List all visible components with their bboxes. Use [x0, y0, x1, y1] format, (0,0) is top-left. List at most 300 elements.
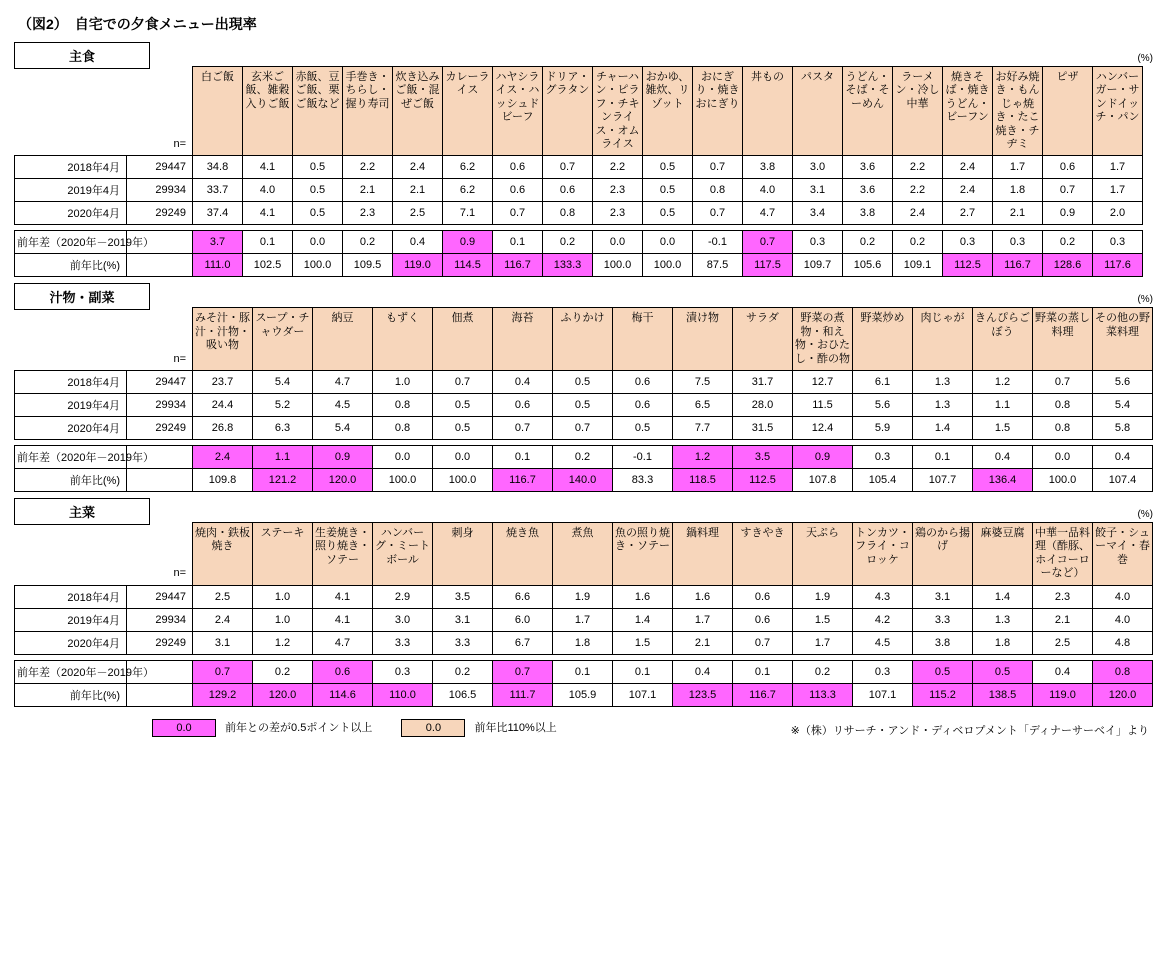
column-header: 麻婆豆腐 — [973, 523, 1033, 586]
data-cell: -0.1 — [613, 446, 673, 469]
data-cell: 0.7 — [1043, 179, 1093, 202]
data-cell: 5.6 — [853, 394, 913, 417]
row-n: 29249 — [127, 202, 193, 225]
column-header: 刺身 — [433, 523, 493, 586]
data-cell: 5.4 — [1093, 394, 1153, 417]
data-cell: 120.0 — [313, 469, 373, 492]
data-cell: 2.5 — [193, 585, 253, 608]
data-cell: 0.2 — [1043, 231, 1093, 254]
column-header: おかゆ、雑炊、リゾット — [643, 67, 693, 156]
column-header: うどん・そば・そーめん — [843, 67, 893, 156]
data-cell: 0.3 — [853, 446, 913, 469]
data-cell: 5.6 — [1093, 371, 1153, 394]
data-cell: 0.7 — [733, 631, 793, 654]
column-header: ハヤシライス・ハッシュドビーフ — [493, 67, 543, 156]
data-cell: 0.6 — [493, 156, 543, 179]
data-cell: 1.9 — [553, 585, 613, 608]
data-cell: 1.2 — [253, 631, 313, 654]
row-n: 29934 — [127, 608, 193, 631]
data-cell: 0.6 — [313, 660, 373, 683]
data-cell: 2.1 — [343, 179, 393, 202]
table-row — [15, 469, 1153, 492]
data-cell: 3.3 — [373, 631, 433, 654]
data-cell: 0.5 — [553, 394, 613, 417]
data-cell: 114.6 — [313, 683, 373, 706]
data-cell: 1.8 — [553, 631, 613, 654]
column-header: ラーメン・冷し中華 — [893, 67, 943, 156]
column-header: ハンバーグ・ミートボール — [373, 523, 433, 586]
data-cell: 116.7 — [493, 254, 543, 277]
data-cell: 113.3 — [793, 683, 853, 706]
data-cell: 4.5 — [853, 631, 913, 654]
data-cell: 1.0 — [253, 585, 313, 608]
data-cell: 1.4 — [613, 608, 673, 631]
row-label: 前年差（2020年－2019年） — [15, 446, 127, 469]
data-cell: 11.5 — [793, 394, 853, 417]
data-cell: 111.0 — [193, 254, 243, 277]
data-cell: 100.0 — [643, 254, 693, 277]
row-label: 前年比(%) — [15, 683, 127, 706]
data-cell: 0.7 — [493, 660, 553, 683]
data-cell: 4.1 — [313, 585, 373, 608]
data-cell: 12.4 — [793, 417, 853, 440]
table-row — [15, 417, 1153, 440]
table-row — [15, 202, 1143, 225]
percent-unit: (%) — [1137, 53, 1153, 64]
data-cell: 105.4 — [853, 469, 913, 492]
data-cell: 117.5 — [743, 254, 793, 277]
row-n: 29934 — [127, 179, 193, 202]
data-cell: 4.1 — [243, 156, 293, 179]
data-cell: 7.1 — [443, 202, 493, 225]
data-cell: 3.3 — [913, 608, 973, 631]
data-cell: 1.2 — [973, 371, 1033, 394]
data-cell: 3.1 — [913, 585, 973, 608]
data-cell: 107.7 — [913, 469, 973, 492]
data-cell: 0.8 — [1093, 660, 1153, 683]
data-cell: 7.5 — [673, 371, 733, 394]
data-cell: 2.1 — [673, 631, 733, 654]
data-cell: 6.3 — [253, 417, 313, 440]
data-cell: 2.3 — [593, 202, 643, 225]
data-cell: 116.7 — [993, 254, 1043, 277]
column-header: 肉じゃが — [913, 308, 973, 371]
table-row — [15, 179, 1143, 202]
n-header-cell: n= — [127, 523, 193, 586]
data-cell: 2.4 — [193, 446, 253, 469]
data-cell: 4.0 — [1093, 608, 1153, 631]
data-cell: 0.3 — [943, 231, 993, 254]
data-cell: 2.0 — [1093, 202, 1143, 225]
percent-unit: (%) — [1137, 509, 1153, 521]
section-2 — [14, 498, 1155, 707]
data-cell: 0.5 — [293, 202, 343, 225]
data-cell: 2.4 — [943, 179, 993, 202]
data-cell: 3.6 — [843, 156, 893, 179]
data-cell: 116.7 — [733, 683, 793, 706]
column-header: おにぎり・焼きおにぎり — [693, 67, 743, 156]
data-cell: 100.0 — [593, 254, 643, 277]
table-header-row — [15, 308, 1153, 371]
section-label: 汁物・副菜 — [14, 283, 150, 310]
column-header: 魚の照り焼き・ソテー — [613, 523, 673, 586]
data-cell: 140.0 — [553, 469, 613, 492]
data-cell: -0.1 — [693, 231, 743, 254]
column-header: ふりかけ — [553, 308, 613, 371]
data-cell: 2.3 — [1033, 585, 1093, 608]
data-cell: 1.2 — [673, 446, 733, 469]
data-cell: 1.1 — [253, 446, 313, 469]
row-label: 前年差（2020年－2019年） — [15, 231, 127, 254]
data-cell: 1.8 — [973, 631, 1033, 654]
data-cell: 1.3 — [913, 394, 973, 417]
data-cell: 33.7 — [193, 179, 243, 202]
data-cell: 5.4 — [253, 371, 313, 394]
percent-unit: (%) — [1137, 294, 1153, 306]
data-cell: 6.2 — [443, 156, 493, 179]
row-n: 29934 — [127, 394, 193, 417]
column-header: 焼きそば・焼きうどん・ビーフン — [943, 67, 993, 156]
table-header-row — [15, 67, 1143, 156]
data-cell: 109.1 — [893, 254, 943, 277]
data-cell: 5.9 — [853, 417, 913, 440]
data-cell: 1.0 — [253, 608, 313, 631]
data-cell: 12.7 — [793, 371, 853, 394]
column-header: 焼き魚 — [493, 523, 553, 586]
data-cell: 6.1 — [853, 371, 913, 394]
data-cell: 0.7 — [493, 417, 553, 440]
data-cell: 0.9 — [443, 231, 493, 254]
data-cell: 0.7 — [1033, 371, 1093, 394]
column-header: 生姜焼き・照り焼き・ソテー — [313, 523, 373, 586]
data-cell: 3.3 — [433, 631, 493, 654]
data-cell: 100.0 — [1033, 469, 1093, 492]
data-cell: 6.2 — [443, 179, 493, 202]
section-header-0 — [14, 42, 1155, 66]
data-cell: 115.2 — [913, 683, 973, 706]
legend-chip-diff: 0.0 — [152, 719, 216, 737]
column-header: 手巻き・ちらし・握り寿司 — [343, 67, 393, 156]
data-cell: 0.1 — [553, 660, 613, 683]
column-header: パスタ — [793, 67, 843, 156]
data-cell: 2.4 — [193, 608, 253, 631]
data-cell: 34.8 — [193, 156, 243, 179]
data-cell: 4.3 — [853, 585, 913, 608]
data-cell: 2.4 — [393, 156, 443, 179]
data-cell: 2.2 — [893, 156, 943, 179]
data-cell: 3.0 — [373, 608, 433, 631]
data-cell: 0.4 — [1033, 660, 1093, 683]
column-header: スープ・チャウダー — [253, 308, 313, 371]
column-header: お好み焼き・もんじゃ焼き・たこ焼き・チヂミ — [993, 67, 1043, 156]
corner-cell — [15, 523, 127, 586]
table-row — [15, 631, 1153, 654]
data-cell: 0.7 — [493, 202, 543, 225]
legend-text-diff: 前年との差が0.5ポイント以上 — [225, 721, 373, 734]
data-cell: 2.5 — [1033, 631, 1093, 654]
legend-text-ratio: 前年比110%以上 — [474, 721, 557, 734]
data-cell: 4.1 — [313, 608, 373, 631]
column-header: 野菜の蒸し料理 — [1033, 308, 1093, 371]
data-cell: 0.2 — [843, 231, 893, 254]
data-cell: 6.0 — [493, 608, 553, 631]
data-cell: 2.2 — [893, 179, 943, 202]
data-cell: 0.9 — [1043, 202, 1093, 225]
column-header: 野菜炒め — [853, 308, 913, 371]
data-cell: 0.7 — [693, 156, 743, 179]
column-header: みそ汁・豚汁・汁物・吸い物 — [193, 308, 253, 371]
data-cell: 5.8 — [1093, 417, 1153, 440]
column-header: 梅干 — [613, 308, 673, 371]
column-header: もずく — [373, 308, 433, 371]
data-cell: 3.0 — [793, 156, 843, 179]
data-cell: 0.7 — [433, 371, 493, 394]
data-cell: 0.5 — [643, 156, 693, 179]
data-cell: 1.5 — [613, 631, 673, 654]
column-header: サラダ — [733, 308, 793, 371]
data-cell: 105.9 — [553, 683, 613, 706]
column-header: 納豆 — [313, 308, 373, 371]
data-cell: 1.7 — [793, 631, 853, 654]
data-cell: 107.1 — [853, 683, 913, 706]
data-cell: 1.7 — [993, 156, 1043, 179]
data-cell: 0.6 — [493, 179, 543, 202]
legend-chip-ratio: 0.0 — [401, 719, 465, 737]
data-cell: 1.7 — [673, 608, 733, 631]
column-header: すきやき — [733, 523, 793, 586]
data-cell: 0.5 — [613, 417, 673, 440]
data-cell: 0.5 — [913, 660, 973, 683]
data-table — [14, 307, 1153, 492]
data-cell: 0.5 — [433, 417, 493, 440]
column-header: きんぴらごぼう — [973, 308, 1033, 371]
row-n — [127, 254, 193, 277]
data-cell: 6.6 — [493, 585, 553, 608]
column-header: ピザ — [1043, 67, 1093, 156]
data-cell: 2.1 — [993, 202, 1043, 225]
data-cell: 3.8 — [913, 631, 973, 654]
column-header: 炊き込みご飯・混ぜご飯 — [393, 67, 443, 156]
data-cell: 136.4 — [973, 469, 1033, 492]
data-cell: 0.8 — [1033, 417, 1093, 440]
data-cell: 31.7 — [733, 371, 793, 394]
data-cell: 5.2 — [253, 394, 313, 417]
data-cell: 0.8 — [373, 394, 433, 417]
data-cell: 1.0 — [373, 371, 433, 394]
data-cell: 4.1 — [243, 202, 293, 225]
table-row — [15, 446, 1153, 469]
source-note: ※（株）リサーチ・アンド・ディベロプメント「ディナーサーベイ」より — [790, 724, 1149, 737]
data-cell: 0.1 — [733, 660, 793, 683]
column-header: 海苔 — [493, 308, 553, 371]
table-row — [15, 608, 1153, 631]
section-1 — [14, 283, 1155, 492]
column-header: 赤飯、豆ご飯、栗ご飯など — [293, 67, 343, 156]
table-row — [15, 660, 1153, 683]
data-cell: 1.6 — [673, 585, 733, 608]
table-row — [15, 231, 1143, 254]
data-cell: 0.4 — [1093, 446, 1153, 469]
data-cell: 3.5 — [733, 446, 793, 469]
data-cell: 0.1 — [613, 660, 673, 683]
corner-cell — [15, 308, 127, 371]
data-cell: 0.2 — [253, 660, 313, 683]
data-cell: 3.4 — [793, 202, 843, 225]
data-cell: 1.9 — [793, 585, 853, 608]
data-cell: 0.2 — [553, 446, 613, 469]
column-header: 餃子・シューマイ・春巻 — [1093, 523, 1153, 586]
data-cell: 0.6 — [613, 371, 673, 394]
data-cell: 0.0 — [433, 446, 493, 469]
data-cell: 128.6 — [1043, 254, 1093, 277]
data-cell: 3.1 — [793, 179, 843, 202]
column-header: 焼肉・鉄板焼き — [193, 523, 253, 586]
data-cell: 0.5 — [433, 394, 493, 417]
data-cell: 37.4 — [193, 202, 243, 225]
section-header-1 — [14, 283, 1155, 307]
column-header: 玄米ご飯、雑穀入りご飯 — [243, 67, 293, 156]
column-header: トンカツ・フライ・コロッケ — [853, 523, 913, 586]
data-cell: 0.0 — [1033, 446, 1093, 469]
column-header: 中華一品料理（酢豚、ホイコーローなど） — [1033, 523, 1093, 586]
data-cell: 109.8 — [193, 469, 253, 492]
data-cell: 2.5 — [393, 202, 443, 225]
data-cell: 3.1 — [433, 608, 493, 631]
column-header: ハンバーガー・サンドイッチ・パン — [1093, 67, 1143, 156]
data-cell: 107.1 — [613, 683, 673, 706]
data-cell: 0.3 — [793, 231, 843, 254]
sections-container — [14, 42, 1155, 707]
data-cell: 1.7 — [1093, 179, 1143, 202]
data-cell: 0.6 — [613, 394, 673, 417]
data-cell: 0.7 — [743, 231, 793, 254]
data-cell: 0.1 — [913, 446, 973, 469]
data-cell: 107.4 — [1093, 469, 1153, 492]
data-cell: 2.2 — [593, 156, 643, 179]
section-label: 主菜 — [14, 498, 150, 525]
data-cell: 7.7 — [673, 417, 733, 440]
row-label: 2018年4月 — [15, 585, 127, 608]
row-label: 2019年4月 — [15, 608, 127, 631]
data-cell: 0.0 — [373, 446, 433, 469]
data-cell: 0.3 — [373, 660, 433, 683]
data-cell: 100.0 — [373, 469, 433, 492]
data-cell: 4.7 — [743, 202, 793, 225]
table-row — [15, 683, 1153, 706]
data-cell: 6.5 — [673, 394, 733, 417]
section-0 — [14, 42, 1155, 277]
column-header: 白ご飯 — [193, 67, 243, 156]
data-cell: 109.5 — [343, 254, 393, 277]
data-cell: 123.5 — [673, 683, 733, 706]
data-cell: 4.7 — [313, 371, 373, 394]
row-label: 2018年4月 — [15, 156, 127, 179]
data-cell: 1.3 — [973, 608, 1033, 631]
row-label: 2020年4月 — [15, 631, 127, 654]
data-cell: 1.7 — [553, 608, 613, 631]
data-cell: 112.5 — [943, 254, 993, 277]
column-header: 鶏のから揚げ — [913, 523, 973, 586]
data-cell: 0.8 — [543, 202, 593, 225]
data-cell: 0.5 — [553, 371, 613, 394]
data-cell: 24.4 — [193, 394, 253, 417]
row-n: 29447 — [127, 156, 193, 179]
data-table — [14, 66, 1143, 277]
data-cell: 2.3 — [593, 179, 643, 202]
column-header: 佃煮 — [433, 308, 493, 371]
data-cell: 4.0 — [1093, 585, 1153, 608]
data-cell: 0.7 — [693, 202, 743, 225]
data-cell: 0.1 — [493, 446, 553, 469]
page-title: （図2） 自宅での夕食メニュー出現率 — [18, 16, 257, 32]
data-cell: 23.7 — [193, 371, 253, 394]
data-cell: 106.5 — [433, 683, 493, 706]
data-cell: 0.0 — [643, 231, 693, 254]
row-label: 前年比(%) — [15, 469, 127, 492]
data-cell: 0.6 — [733, 585, 793, 608]
row-n — [127, 683, 193, 706]
table-row — [15, 585, 1153, 608]
row-label: 2018年4月 — [15, 371, 127, 394]
column-header: 鍋料理 — [673, 523, 733, 586]
data-cell: 0.3 — [993, 231, 1043, 254]
data-cell: 0.4 — [393, 231, 443, 254]
data-cell: 102.5 — [243, 254, 293, 277]
data-cell: 0.2 — [793, 660, 853, 683]
data-cell: 2.3 — [343, 202, 393, 225]
row-label: 前年差（2020年－2019年） — [15, 660, 127, 683]
data-cell: 100.0 — [433, 469, 493, 492]
data-cell: 109.7 — [793, 254, 843, 277]
data-cell: 105.6 — [843, 254, 893, 277]
column-header: ドリア・グラタン — [543, 67, 593, 156]
column-header: カレーライス — [443, 67, 493, 156]
data-cell: 3.1 — [193, 631, 253, 654]
column-header: 天ぷら — [793, 523, 853, 586]
row-n: 29249 — [127, 631, 193, 654]
data-cell: 0.2 — [893, 231, 943, 254]
data-cell: 1.3 — [913, 371, 973, 394]
data-cell: 4.5 — [313, 394, 373, 417]
row-n: 29447 — [127, 371, 193, 394]
data-cell: 0.0 — [593, 231, 643, 254]
data-cell: 121.2 — [253, 469, 313, 492]
data-cell: 0.4 — [673, 660, 733, 683]
row-label: 2020年4月 — [15, 417, 127, 440]
section-header-2 — [14, 498, 1155, 522]
data-cell: 2.1 — [393, 179, 443, 202]
data-cell: 4.8 — [1093, 631, 1153, 654]
data-cell: 1.4 — [973, 585, 1033, 608]
data-cell: 120.0 — [1093, 683, 1153, 706]
table-row — [15, 254, 1143, 277]
data-cell: 1.1 — [973, 394, 1033, 417]
row-label: 2019年4月 — [15, 394, 127, 417]
column-header: 漬け物 — [673, 308, 733, 371]
n-header-cell: n= — [127, 67, 193, 156]
data-cell: 0.7 — [543, 156, 593, 179]
data-cell: 119.0 — [1033, 683, 1093, 706]
row-n — [127, 469, 193, 492]
data-cell: 1.7 — [1093, 156, 1143, 179]
data-cell: 0.3 — [1093, 231, 1143, 254]
data-cell: 0.3 — [853, 660, 913, 683]
data-cell: 117.6 — [1093, 254, 1143, 277]
data-cell: 0.2 — [343, 231, 393, 254]
table-row — [15, 156, 1143, 179]
table-row — [15, 394, 1153, 417]
n-header-cell: n= — [127, 308, 193, 371]
